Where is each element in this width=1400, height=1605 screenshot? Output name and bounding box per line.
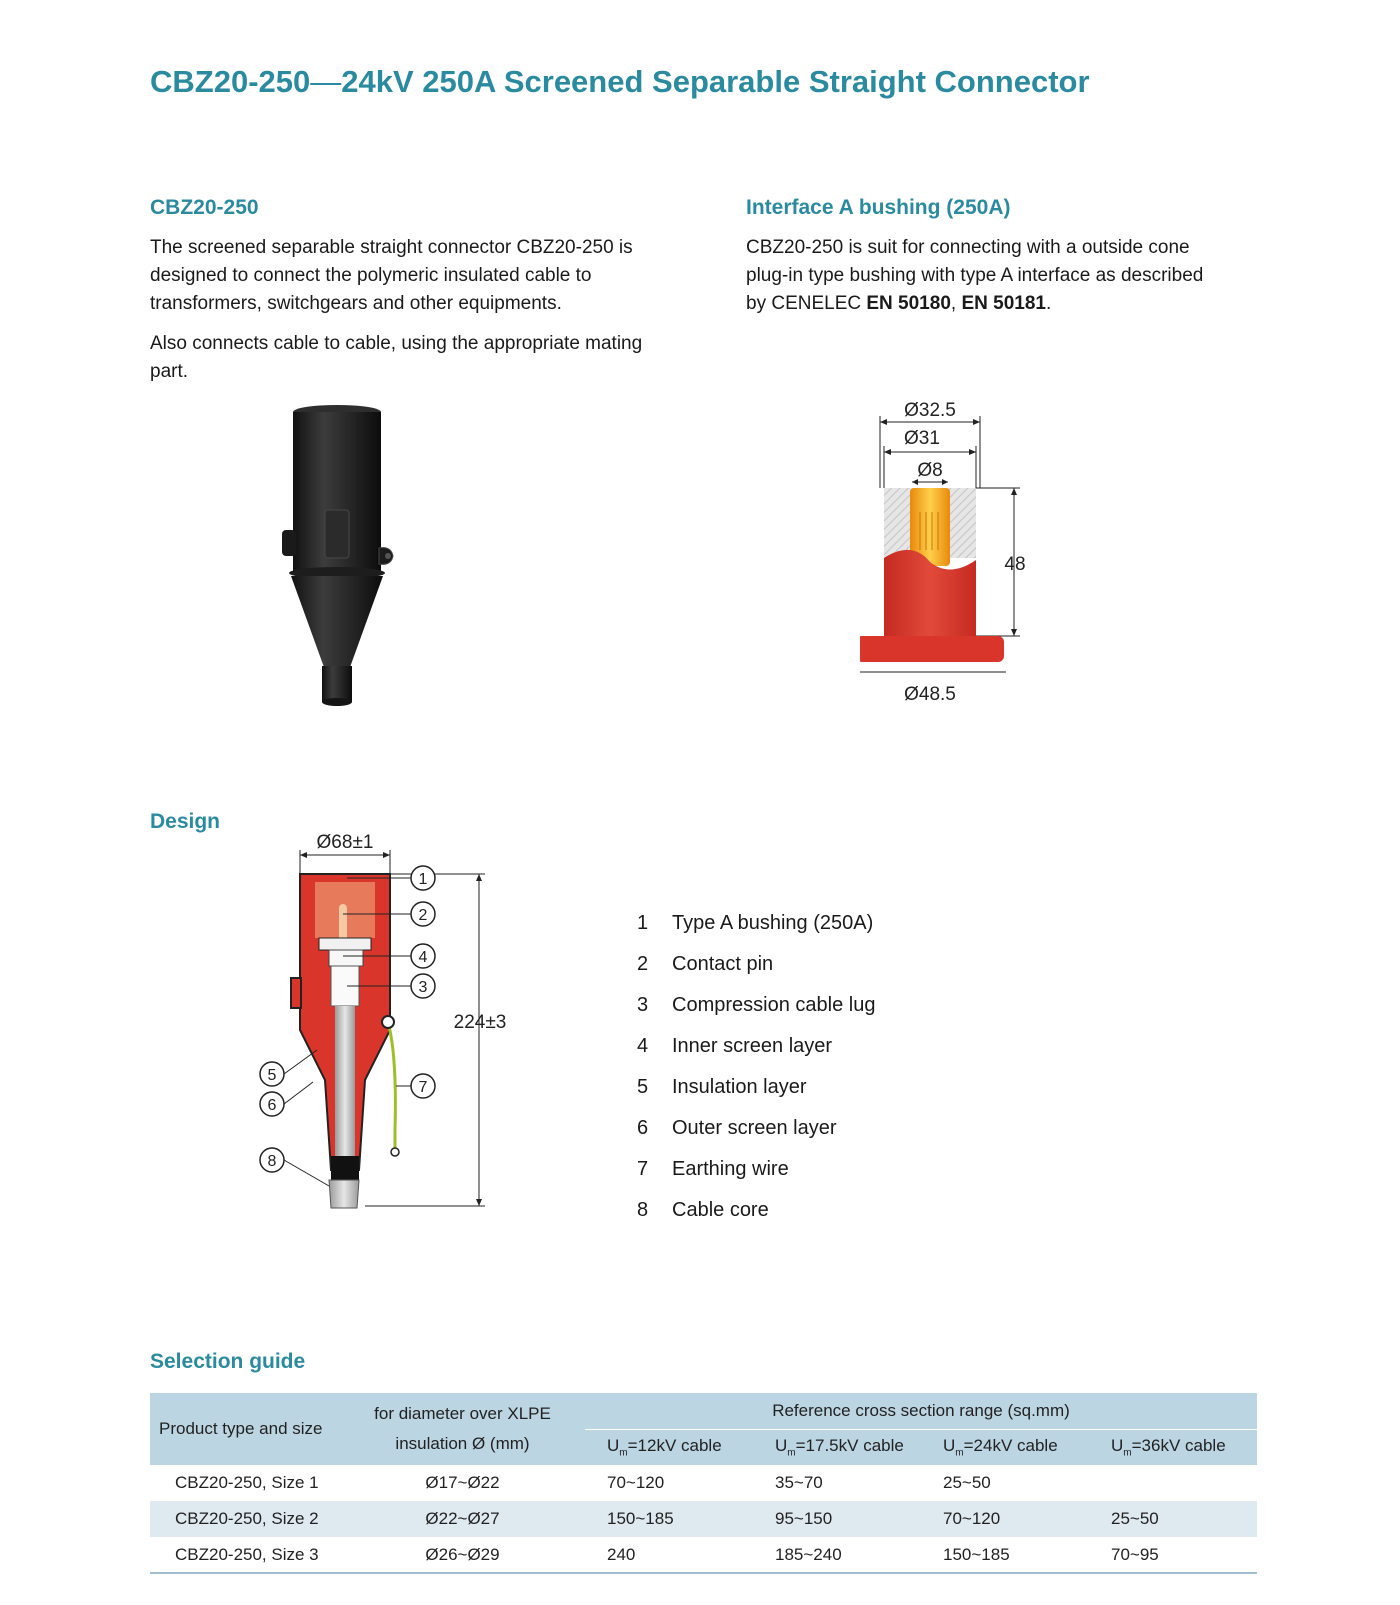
callout-7: 7 (418, 1079, 428, 1096)
table-row (150, 1465, 1257, 1501)
voltage-subscript: m (1123, 1447, 1132, 1459)
cell-36kv: 70~95 (1089, 1537, 1257, 1573)
selection-heading: Selection guide (150, 1350, 306, 1373)
interface-text-body: CBZ20-250 is suit for connecting with a outside cone plug-in type bushing with type A interface as described by CENELEC (746, 237, 1204, 314)
callout-3: 3 (418, 979, 428, 996)
voltage-subscript: m (955, 1447, 964, 1459)
dim-outer-diameter: Ø32.5 (904, 400, 956, 421)
legend-label: Cable core (672, 1199, 769, 1221)
selection-table (150, 1393, 1257, 1574)
dim-flange-diameter: Ø48.5 (904, 684, 956, 705)
standard-en50180: EN 50180 (866, 293, 951, 314)
voltage-label: =36kV cable (1131, 1436, 1226, 1456)
col-diameter-line1: for diameter over XLPE (374, 1404, 551, 1423)
cell-12kv: 70~120 (607, 1473, 665, 1492)
callout-5: 5 (267, 1067, 277, 1084)
legend-item (637, 1076, 875, 1117)
intro-paragraph-1: The screened separable straight connector CBZ20-250 is designed to connect the polymeric insulated cable to transformers, switchgears and other equipments. (150, 237, 633, 314)
legend-num: 6 (637, 1117, 649, 1139)
intro-text (150, 234, 670, 398)
legend-item (637, 1035, 875, 1076)
callout-4: 4 (418, 949, 428, 966)
legend-num: 3 (637, 994, 649, 1016)
col-36kv-header (1089, 1429, 1257, 1465)
table-row (150, 1501, 1257, 1537)
cell-24kv: 70~120 (921, 1501, 1089, 1537)
voltage-label: =24kV cable (963, 1436, 1058, 1456)
voltage-subscript: m (787, 1447, 796, 1459)
title-rest: 24kV 250A Screened Separable Straight Connector (341, 64, 1090, 99)
cell-diameter: Ø22~Ø27 (340, 1501, 585, 1537)
col-12kv-header (585, 1429, 753, 1465)
cell-product: CBZ20-250, Size 2 (150, 1501, 340, 1537)
legend-num: 5 (637, 1076, 649, 1098)
cell-36kv (1089, 1465, 1257, 1501)
cell-diameter: Ø26~Ø29 (340, 1537, 585, 1573)
legend-num: 4 (637, 1035, 649, 1057)
legend-label: Outer screen layer (672, 1117, 837, 1139)
cell-12kv: 150~185 (585, 1501, 753, 1537)
legend-item (637, 912, 875, 953)
cell-24kv: 150~185 (921, 1537, 1089, 1573)
col-17kv-header (753, 1429, 921, 1465)
cell-36kv: 25~50 (1089, 1501, 1257, 1537)
legend-label: Earthing wire (672, 1158, 789, 1180)
cell-product: CBZ20-250, Size 1 (175, 1473, 319, 1492)
dim-inner-diameter: Ø31 (904, 428, 940, 449)
col-diameter-line2: insulation Ø (mm) (395, 1434, 530, 1453)
design-heading: Design (150, 810, 221, 833)
cell-17kv: 35~70 (775, 1473, 823, 1492)
interface-paragraph (746, 234, 1216, 318)
voltage-symbol: U (943, 1436, 956, 1456)
intro-paragraph-2: Also connects cable to cable, using the appropriate mating part. (150, 333, 643, 382)
callout-2: 2 (418, 907, 428, 924)
voltage-symbol: U (1111, 1436, 1124, 1456)
intro-heading: CBZ20-250 (150, 196, 259, 219)
voltage-subscript: m (619, 1447, 628, 1459)
voltage-label: =17.5kV cable (795, 1436, 904, 1456)
interface-text (746, 234, 1216, 330)
legend-item (637, 1158, 875, 1199)
legend-item (637, 1117, 875, 1158)
voltage-symbol: U (607, 1436, 620, 1456)
design-drawing (255, 830, 525, 1260)
design-legend (637, 912, 875, 1240)
legend-num: 2 (637, 953, 649, 975)
legend-label: Inner screen layer (672, 1035, 833, 1057)
bushing-drawing (860, 400, 1080, 730)
cell-12kv: 240 (585, 1537, 753, 1573)
legend-item (637, 1199, 875, 1240)
callout-6: 6 (267, 1097, 277, 1114)
legend-label: Type A bushing (250A) (672, 912, 874, 934)
legend-num: 1 (637, 912, 649, 934)
legend-num: 7 (637, 1158, 649, 1180)
voltage-symbol: U (775, 1436, 788, 1456)
col-group-header: Reference cross section range (sq.mm) (585, 1393, 1257, 1429)
legend-item (637, 953, 875, 994)
cell-17kv: 185~240 (753, 1537, 921, 1573)
cell-24kv: 25~50 (943, 1473, 991, 1492)
callout-8: 8 (267, 1153, 277, 1170)
dim-body-diameter: Ø68±1 (316, 832, 374, 853)
page-title (150, 64, 1090, 100)
col-diameter-header (340, 1393, 585, 1465)
standard-en50181: EN 50181 (961, 293, 1046, 314)
col-product-header: Product type and size (150, 1393, 340, 1465)
dim-height: 48 (1004, 554, 1026, 575)
legend-num: 8 (637, 1199, 649, 1221)
callout-1: 1 (418, 871, 428, 888)
legend-label: Insulation layer (672, 1076, 807, 1098)
table-row (150, 1537, 1257, 1573)
legend-label: Compression cable lug (672, 994, 876, 1016)
title-dash: — (310, 64, 342, 99)
connector-photo (255, 400, 415, 730)
cell-17kv: 95~150 (753, 1501, 921, 1537)
dim-body-length: 224±3 (453, 1012, 507, 1033)
cell-product: CBZ20-250, Size 3 (150, 1537, 340, 1573)
dim-pin-diameter: Ø8 (917, 460, 943, 481)
legend-label: Contact pin (672, 953, 774, 975)
legend-item (637, 994, 875, 1035)
col-24kv-header (921, 1429, 1089, 1465)
voltage-label: =12kV cable (627, 1436, 722, 1456)
interface-text-end: . (1045, 293, 1052, 314)
standard-separator: , (950, 293, 962, 314)
interface-heading: Interface A bushing (250A) (746, 196, 1011, 219)
cell-diameter: Ø17~Ø22 (425, 1473, 500, 1492)
title-model: CBZ20-250 (150, 64, 311, 99)
